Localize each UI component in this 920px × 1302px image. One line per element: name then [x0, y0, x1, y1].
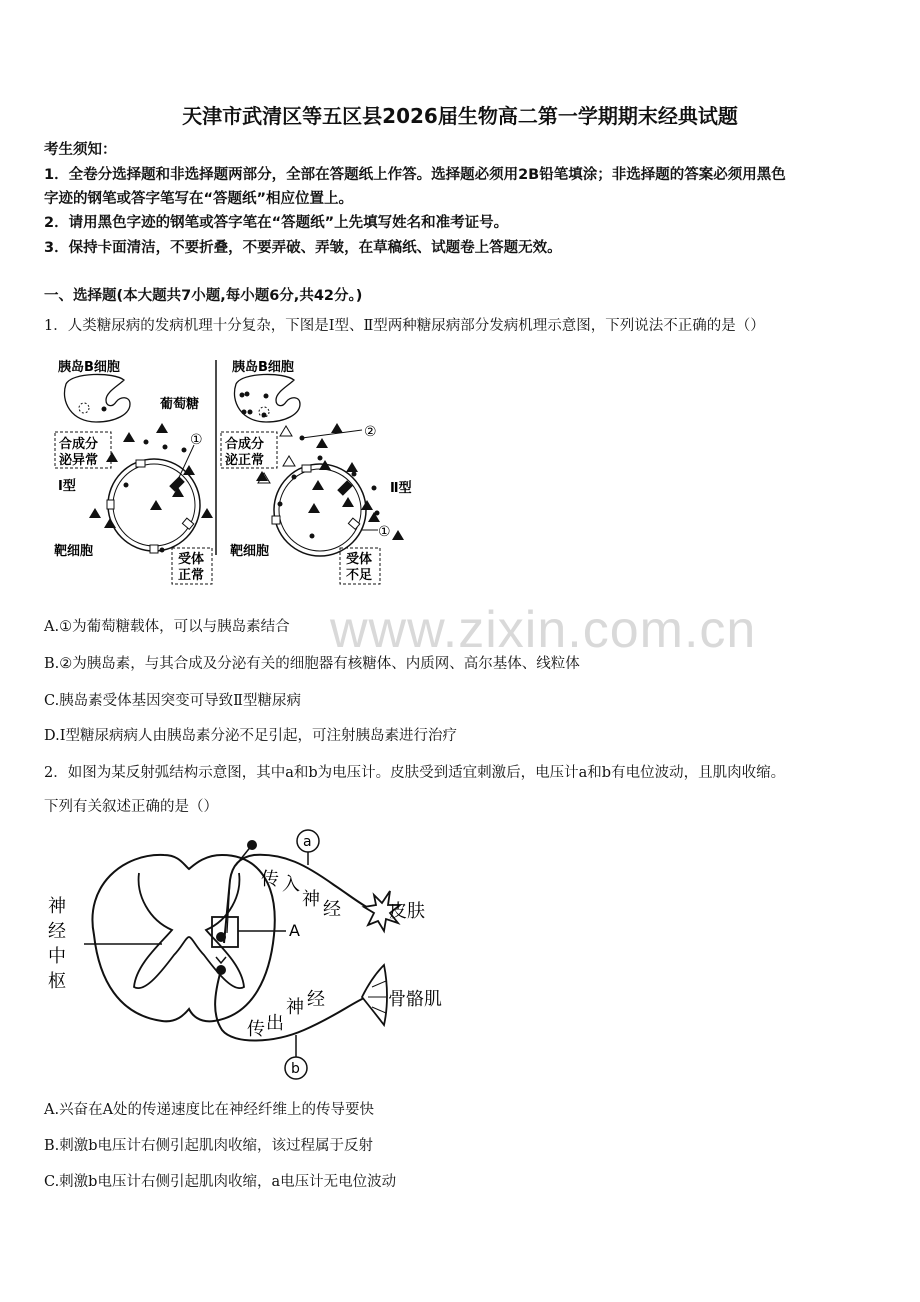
- notice-heading: 考生须知：: [44, 142, 117, 158]
- question-1-stem: 1．人类糖尿病的发病机理十分复杂，下图是Ⅰ型、Ⅱ型两种糖尿病部分发病机理示意图，下列说法不正确的是（）: [44, 318, 765, 334]
- receptor-normal-label: 受体: [178, 552, 205, 567]
- afferent-label: 神: [302, 889, 320, 910]
- center-label: 神: [48, 896, 66, 917]
- watermark: www.zixin.com.cn: [330, 601, 757, 659]
- reflex-arc-figure: [44, 825, 454, 1085]
- secretion-abnormal-label: 合成分: [59, 437, 99, 452]
- question-2-stem: 下列有关叙述正确的是（）: [44, 799, 218, 815]
- right-islet-label: 胰岛B细胞: [232, 360, 294, 375]
- efferent-label: 神: [286, 997, 304, 1018]
- q1-option-d[interactable]: D.Ⅰ型糖尿病病人由胰岛素分泌不足引起，可注射胰岛素进行治疗: [44, 728, 457, 744]
- notice-item: 1．全卷分选择题和非选择题两部分，全部在答题纸上作答。选择题必须用2B铅笔填涂；非选择题的答案必须用黑色: [44, 167, 786, 183]
- efferent-label: 传: [247, 1019, 265, 1040]
- target-cell-right-label: 靶细胞: [230, 544, 270, 559]
- notice-item: 字迹的钢笔或答字笔写在“答题纸”相应位置上。: [44, 191, 354, 207]
- efferent-label: 经: [307, 989, 325, 1010]
- left-islet-label: 胰岛B细胞: [58, 360, 120, 375]
- q1-option-c[interactable]: C.胰岛素受体基因突变可导致Ⅱ型糖尿病: [44, 693, 302, 709]
- page-title: 天津市武清区等五区县2026届生物高二第一学期期末经典试题: [182, 104, 738, 128]
- marker-1-left: ①: [190, 432, 203, 448]
- q2-option-b[interactable]: B.刺激b电压计右侧引起肌肉收缩，该过程属于反射: [44, 1138, 374, 1154]
- glucose-label: 葡萄糖: [160, 397, 200, 412]
- marker-1-right: ①: [378, 524, 391, 540]
- diabetes-mechanism-figure: [44, 350, 434, 590]
- afferent-label: 传: [261, 869, 279, 890]
- type-2-label: Ⅱ型: [390, 481, 412, 496]
- receptor-lack-label: 受体: [346, 552, 373, 567]
- meter-a-label: a: [303, 834, 312, 850]
- muscle-label: 骨骼肌: [388, 989, 442, 1010]
- efferent-label: 出: [266, 1013, 284, 1034]
- notice-item: 3．保持卡面清洁，不要折叠，不要弄破、弄皱，在草稿纸、试题卷上答题无效。: [44, 240, 562, 256]
- afferent-label: 经: [323, 899, 341, 920]
- target-cell-left-label: 靶细胞: [54, 544, 94, 559]
- secretion-normal-label: 合成分: [225, 437, 265, 452]
- point-a-label: A: [289, 921, 300, 940]
- notice-item: 2．请用黑色字迹的钢笔或答字笔在“答题纸”上先填写姓名和准考证号。: [44, 215, 509, 231]
- type-1-label: Ⅰ型: [58, 479, 76, 494]
- marker-2: ②: [364, 424, 377, 440]
- q1-option-a[interactable]: A.①为葡萄糖载体，可以与胰岛素结合: [44, 619, 290, 635]
- skin-label: 皮肤: [389, 901, 425, 922]
- receptor-lack-label: 不足: [346, 568, 373, 583]
- q2-option-c[interactable]: C.刺激b电压计右侧引起肌肉收缩，a电压计无电位波动: [44, 1174, 397, 1190]
- section-heading: 一、选择题(本大题共7小题,每小题6分,共42分。): [44, 288, 363, 304]
- afferent-label: 入: [282, 874, 300, 895]
- meter-b-label: b: [291, 1061, 300, 1077]
- secretion-abnormal-label: 泌异常: [59, 453, 99, 468]
- secretion-normal-label: 泌正常: [225, 453, 265, 468]
- question-2-stem: 2．如图为某反射弧结构示意图，其中a和b为电压计。皮肤受到适宜刺激后，电压计a和b有电位波动，且肌肉收缩。: [44, 765, 786, 781]
- q1-option-b[interactable]: B.②为胰岛素，与其合成及分泌有关的细胞器有核糖体、内质网、高尔基体、线粒体: [44, 656, 580, 672]
- center-label: 经: [48, 921, 66, 942]
- center-label: 枢: [48, 971, 66, 992]
- center-label: 中: [48, 946, 66, 967]
- receptor-normal-label: 正常: [178, 568, 205, 583]
- q2-option-a[interactable]: A.兴奋在A处的传递速度比在神经纤维上的传导要快: [44, 1102, 375, 1118]
